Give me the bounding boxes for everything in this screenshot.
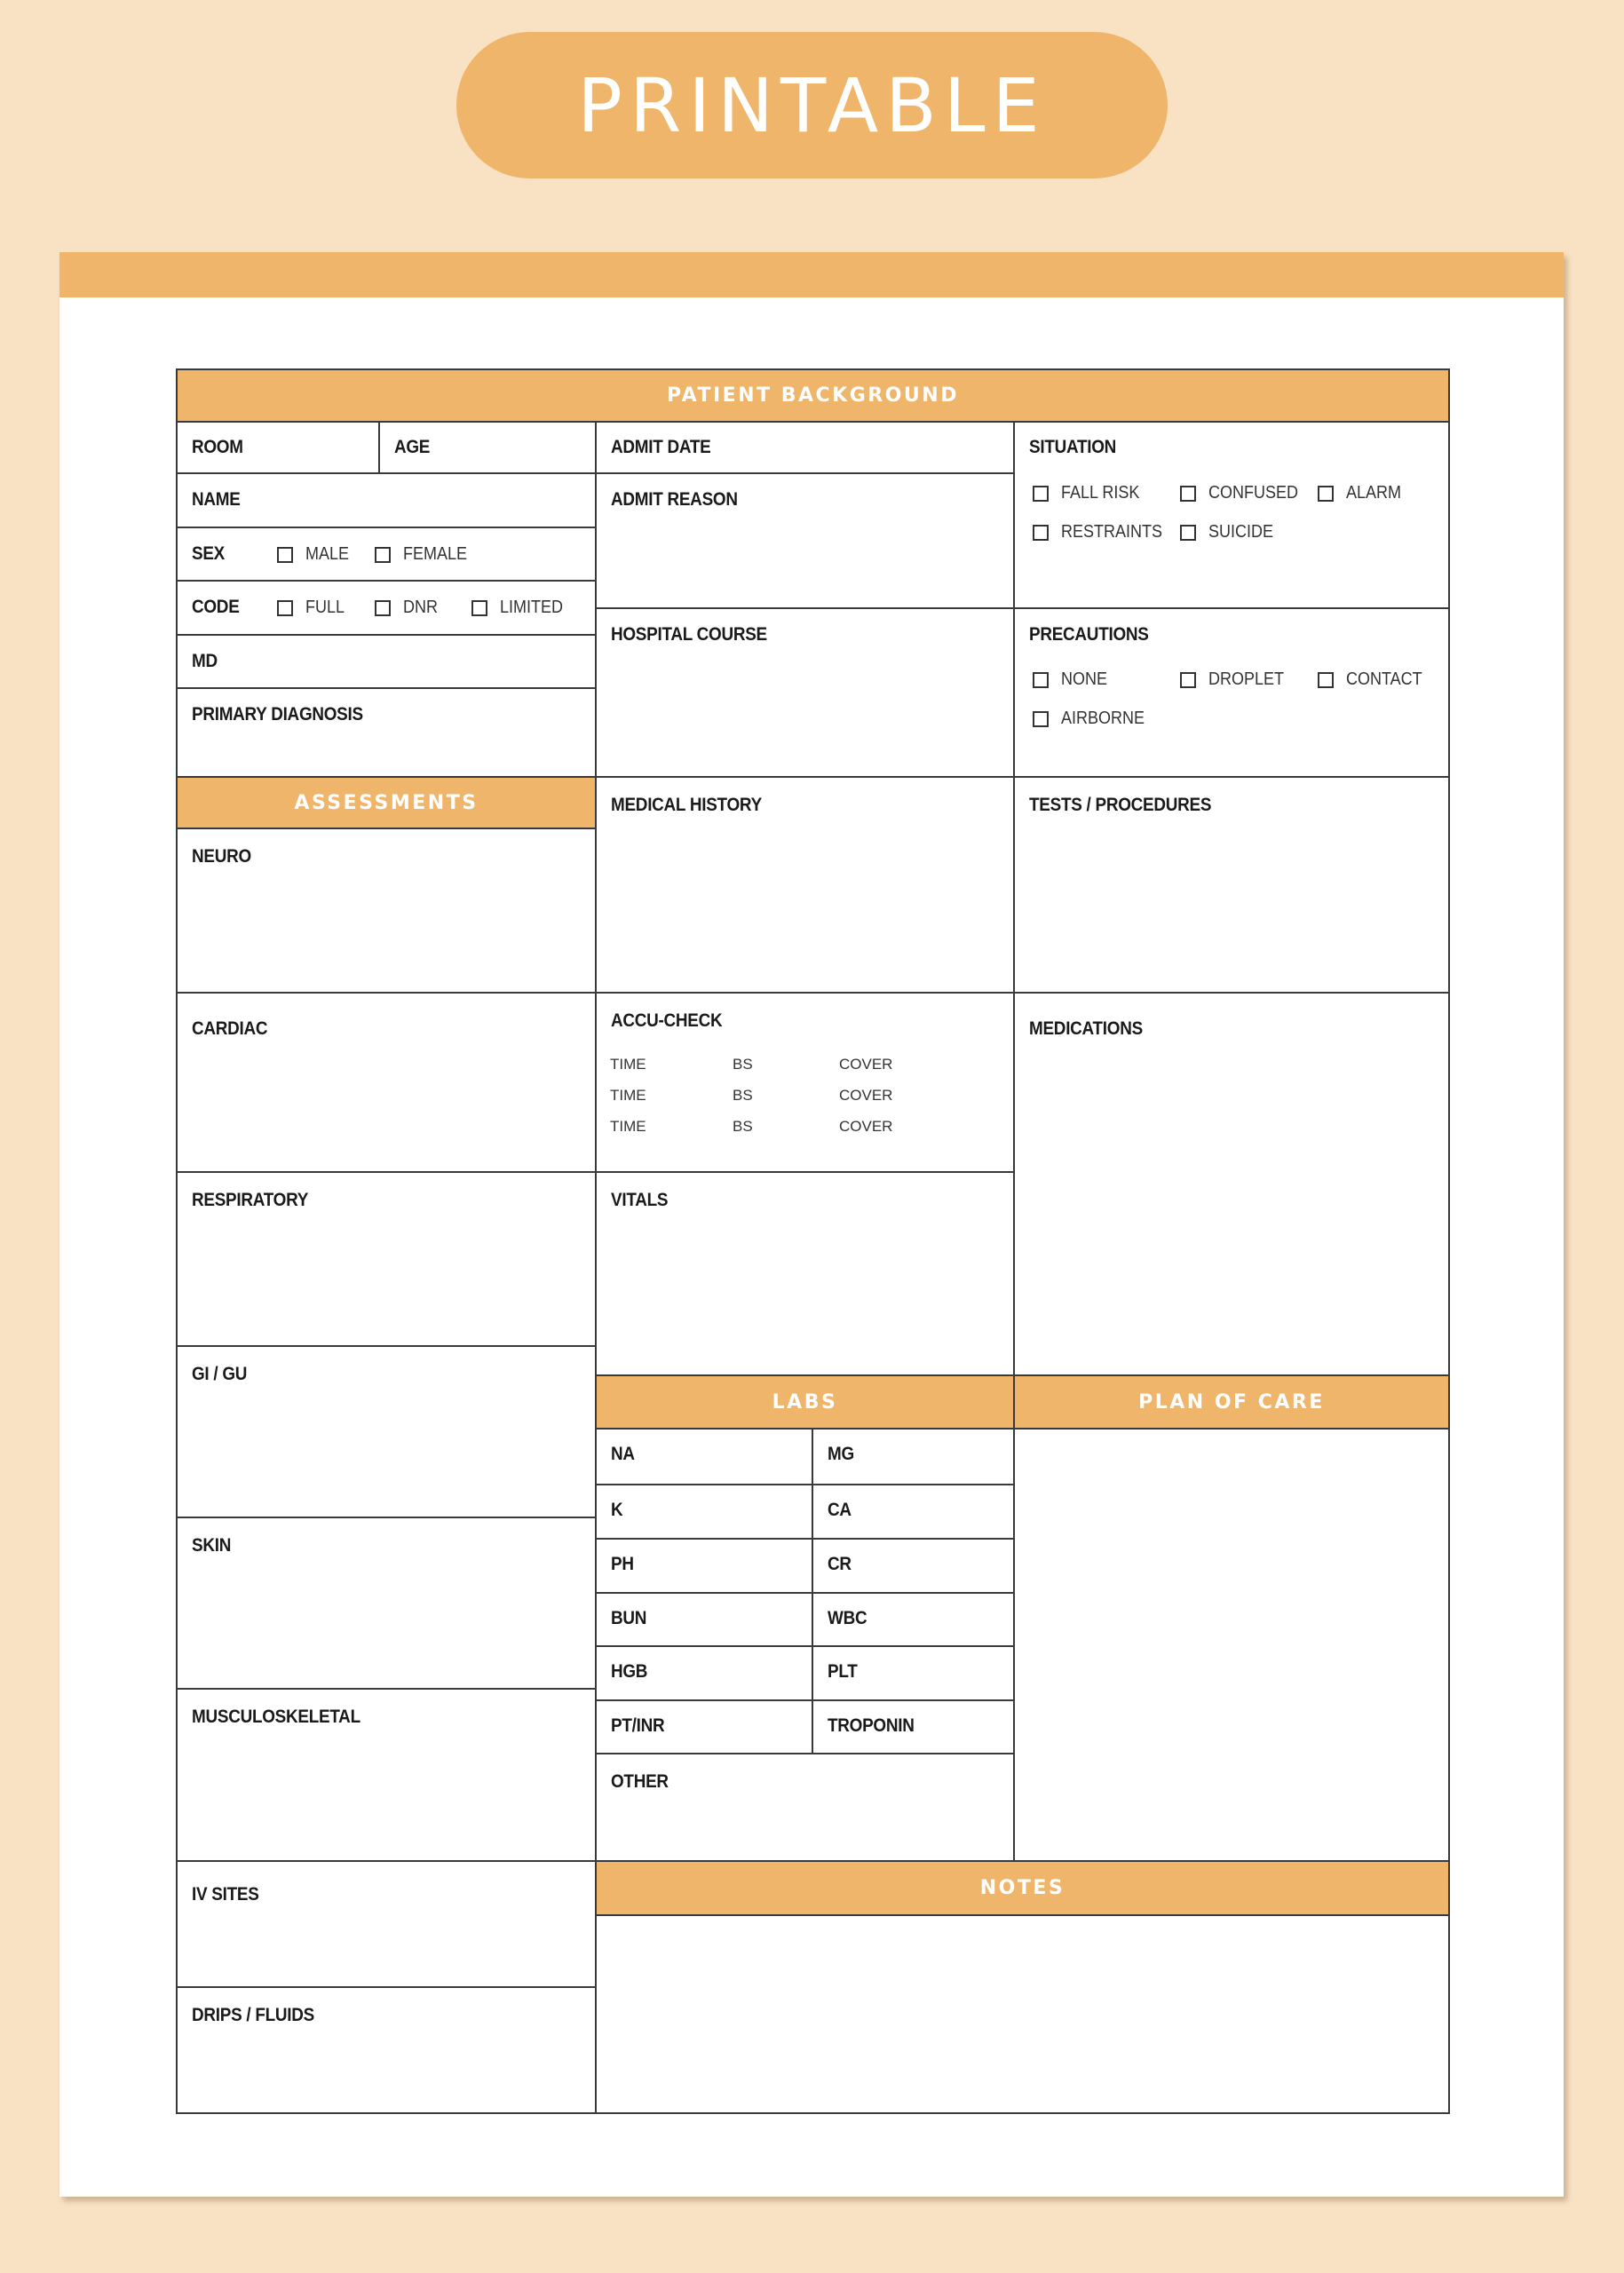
- banner-title: PRINTABLE: [577, 61, 1047, 149]
- medications-field[interactable]: MEDICATIONS: [1013, 992, 1450, 1376]
- plan-of-care-field[interactable]: [1013, 1428, 1450, 1862]
- skin-field[interactable]: SKIN: [176, 1517, 597, 1690]
- notes-header: NOTES: [595, 1860, 1450, 1916]
- lab-field-na[interactable]: [595, 1428, 813, 1485]
- lab-label: PT/INR: [611, 1715, 665, 1736]
- lab-label: MG: [828, 1444, 854, 1464]
- iv-sites-field[interactable]: IV SITES: [176, 1860, 597, 1988]
- airborne-checkbox[interactable]: AIRBORNE: [1033, 709, 1153, 729]
- neuro-field[interactable]: NEURO: [176, 828, 597, 994]
- printable-banner: [456, 32, 1168, 178]
- md-field[interactable]: MD: [176, 634, 597, 689]
- lab-label: HGB: [611, 1661, 648, 1682]
- form-page: [59, 252, 1564, 2197]
- lab-field-troponin[interactable]: [812, 1699, 1015, 1754]
- lab-field-ca[interactable]: [812, 1484, 1015, 1540]
- musculoskeletal-field[interactable]: MUSCULOSKELETAL: [176, 1688, 597, 1862]
- hospital-course-field[interactable]: HOSPITAL COURSE: [595, 607, 1015, 778]
- lab-field-cr[interactable]: [812, 1538, 1015, 1594]
- vitals-field[interactable]: VITALS: [595, 1171, 1015, 1376]
- lab-label: TROPONIN: [828, 1715, 915, 1736]
- lab-label: CR: [828, 1554, 852, 1574]
- none-checkbox[interactable]: NONE: [1033, 669, 1113, 690]
- drips-fluids-field[interactable]: DRIPS / FLUIDS: [176, 1986, 597, 2114]
- lab-field-wbc[interactable]: [812, 1592, 1015, 1647]
- code-field: CODE FULL DNR LIMITED: [176, 580, 597, 636]
- age-field[interactable]: AGE: [378, 421, 597, 474]
- lab-field-ph[interactable]: [595, 1538, 813, 1594]
- gi-gu-field[interactable]: GI / GU: [176, 1345, 597, 1518]
- accu-check-field: ACCU-CHECK TIME BS COVER TIME BS COVER TIME BS COVER: [595, 992, 1015, 1173]
- lab-label: WBC: [828, 1608, 867, 1628]
- plan-of-care-header: PLAN OF CARE: [1013, 1374, 1450, 1430]
- code-full-checkbox[interactable]: FULL: [277, 598, 349, 618]
- lab-field-k[interactable]: [595, 1484, 813, 1540]
- lab-label: NA: [611, 1444, 635, 1464]
- contact-checkbox[interactable]: CONTACT: [1318, 669, 1430, 690]
- admit-date-field[interactable]: ADMIT DATE: [595, 421, 1015, 474]
- sex-male-checkbox[interactable]: MALE: [277, 544, 353, 565]
- name-field[interactable]: NAME: [176, 472, 597, 528]
- medical-history-field[interactable]: MEDICAL HISTORY: [595, 776, 1015, 994]
- suicide-checkbox[interactable]: SUICIDE: [1180, 522, 1280, 543]
- confused-checkbox[interactable]: CONFUSED: [1180, 483, 1308, 503]
- primary-diagnosis-field[interactable]: PRIMARY DIAGNOSIS: [176, 687, 597, 778]
- lab-field-plt[interactable]: [812, 1645, 1015, 1701]
- labs-other-field[interactable]: OTHER: [595, 1753, 1015, 1862]
- lab-label: CA: [828, 1500, 852, 1520]
- fall-risk-checkbox[interactable]: FALL RISK: [1033, 483, 1148, 503]
- admit-reason-field[interactable]: ADMIT REASON: [595, 472, 1015, 609]
- room-field[interactable]: ROOM: [176, 421, 380, 474]
- sex-female-checkbox[interactable]: FEMALE: [375, 544, 474, 565]
- cardiac-field[interactable]: CARDIAC: [176, 992, 597, 1173]
- respiratory-field[interactable]: RESPIRATORY: [176, 1171, 597, 1347]
- sex-field: SEX MALE FEMALE: [176, 527, 597, 582]
- lab-label: PLT: [828, 1661, 858, 1682]
- situation-field: SITUATION FALL RISK CONFUSED ALARM RESTRAINTS SUICIDE: [1013, 421, 1450, 609]
- code-limited-checkbox[interactable]: LIMITED: [471, 598, 570, 618]
- page-top-band: [59, 252, 1564, 297]
- lab-field-bun[interactable]: [595, 1592, 813, 1647]
- lab-label: PH: [611, 1554, 634, 1574]
- labs-header: LABS: [595, 1374, 1015, 1430]
- precautions-field: PRECAUTIONS NONE DROPLET CONTACT AIRBORNE: [1013, 607, 1450, 778]
- lab-label: K: [611, 1500, 623, 1520]
- restraints-checkbox[interactable]: RESTRAINTS: [1033, 522, 1174, 543]
- lab-field-ptinr[interactable]: [595, 1699, 813, 1754]
- patient-report-table: [176, 368, 1450, 2114]
- lab-field-hgb[interactable]: [595, 1645, 813, 1701]
- droplet-checkbox[interactable]: DROPLET: [1180, 669, 1292, 690]
- lab-field-mg[interactable]: [812, 1428, 1015, 1485]
- patient-background-header: PATIENT BACKGROUND: [176, 368, 1450, 423]
- code-dnr-checkbox[interactable]: DNR: [375, 598, 441, 618]
- assessments-header: ASSESSMENTS: [176, 776, 597, 829]
- tests-procedures-field[interactable]: TESTS / PROCEDURES: [1013, 776, 1450, 994]
- notes-field[interactable]: [595, 1914, 1450, 2114]
- alarm-checkbox[interactable]: ALARM: [1318, 483, 1407, 503]
- lab-label: BUN: [611, 1608, 647, 1628]
